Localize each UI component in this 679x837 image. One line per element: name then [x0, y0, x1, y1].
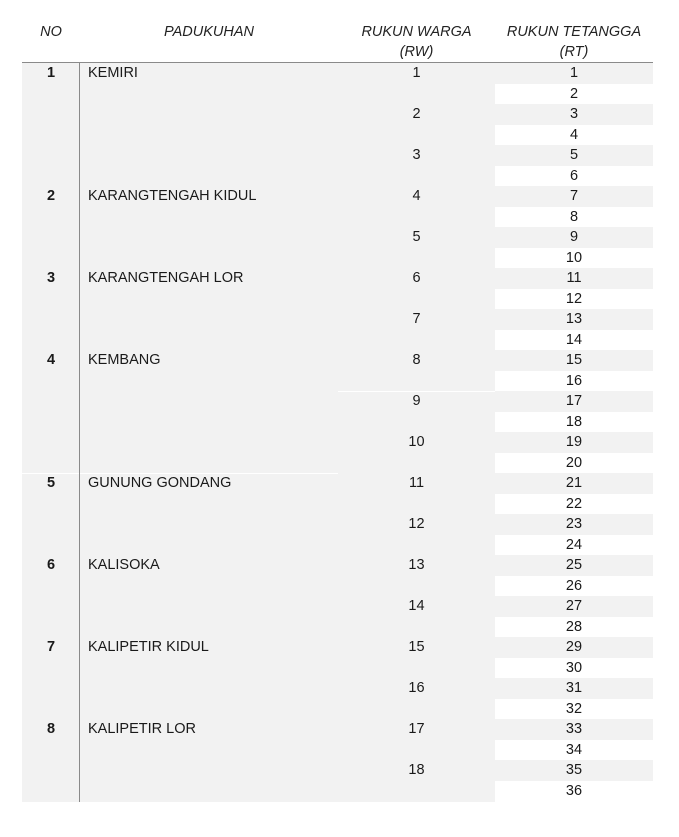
rw-cell: 4 — [412, 188, 421, 204]
rt-cell: 14 — [565, 331, 583, 348]
rt-cell: 32 — [565, 700, 583, 717]
rt-cell: 27 — [565, 598, 583, 614]
rt-cell: 16 — [565, 372, 583, 389]
padukuhan-no: 2 — [46, 188, 56, 204]
rt-cell: 22 — [565, 495, 583, 512]
padukuhan-no: 3 — [46, 270, 56, 286]
rt-cell: 23 — [565, 516, 583, 532]
rw-cell: 13 — [408, 557, 425, 573]
rw-cell: 6 — [412, 270, 421, 286]
rt-cell: 28 — [565, 618, 583, 635]
rw-cell: 18 — [408, 762, 425, 778]
padukuhan-no: 8 — [46, 721, 56, 737]
padukuhan-no: 1 — [46, 65, 56, 81]
padukuhan-name: KALISOKA — [88, 557, 160, 573]
header-rukun-tetangga — [495, 22, 653, 62]
header-rw-line1: RUKUN WARGA — [361, 24, 472, 40]
padukuhan-name: KALIPETIR LOR — [88, 721, 196, 737]
rw-cell: 9 — [412, 393, 421, 409]
rt-cell: 12 — [565, 290, 583, 307]
rw-cell: 14 — [408, 598, 425, 614]
rt-cell: 21 — [565, 475, 583, 491]
rt-cell: 1 — [569, 65, 579, 81]
header-rt-line2: (RT) — [559, 44, 589, 60]
rw-cell: 7 — [412, 311, 421, 327]
header-no: NO — [40, 24, 62, 40]
rw-cell: 3 — [412, 147, 421, 163]
header-rukun-warga — [338, 22, 495, 62]
rt-cell: 18 — [565, 413, 583, 430]
padukuhan-name: GUNUNG GONDANG — [88, 475, 232, 491]
rt-cell: 24 — [565, 536, 583, 553]
padukuhan-no: 7 — [46, 639, 56, 655]
rt-cell: 26 — [565, 577, 583, 594]
rw-cell: 11 — [408, 475, 425, 491]
padukuhan-no: 4 — [46, 352, 56, 368]
rw-cell: 12 — [408, 516, 425, 532]
padukuhan-name: KEMBANG — [88, 352, 161, 368]
shade-no-column — [22, 63, 79, 802]
rt-cell: 17 — [565, 393, 583, 409]
column-divider — [79, 63, 80, 802]
rt-cell: 2 — [569, 85, 579, 102]
rt-cell: 31 — [565, 680, 583, 696]
padukuhan-no: 5 — [46, 475, 56, 491]
rw-cell: 2 — [412, 106, 421, 122]
header-rw-line2: (RW) — [399, 44, 434, 60]
rt-cell: 34 — [565, 741, 583, 758]
padukuhan-name: KARANGTENGAH KIDUL — [88, 188, 257, 204]
rt-cell: 29 — [565, 639, 583, 655]
rw-cell: 17 — [408, 721, 425, 737]
rw-cell: 16 — [408, 680, 425, 696]
rt-cell: 25 — [565, 557, 583, 573]
padukuhan-name: KEMIRI — [88, 65, 138, 81]
rt-cell: 13 — [565, 311, 583, 327]
rt-cell: 9 — [569, 229, 579, 245]
rt-cell: 11 — [566, 270, 582, 286]
header-rt-line1: RUKUN TETANGGA — [506, 24, 642, 40]
rt-cell: 10 — [565, 249, 583, 266]
rt-cell: 15 — [565, 352, 583, 368]
rw-cell: 8 — [412, 352, 421, 368]
rt-cell: 6 — [569, 167, 579, 184]
padukuhan-name: KARANGTENGAH LOR — [88, 270, 244, 286]
rw-cell: 15 — [408, 639, 425, 655]
rt-cell: 36 — [565, 782, 583, 799]
rt-cell: 33 — [565, 721, 583, 737]
rt-cell: 8 — [569, 208, 579, 225]
rt-cell: 4 — [569, 126, 579, 143]
rt-cell: 5 — [569, 147, 579, 163]
rt-cell: 3 — [569, 106, 579, 122]
rt-cell: 19 — [565, 434, 583, 450]
rw-cell: 10 — [408, 434, 425, 450]
rt-cell: 7 — [569, 188, 579, 204]
padukuhan-name: KALIPETIR KIDUL — [88, 639, 209, 655]
rw-cell: 5 — [412, 229, 421, 245]
rt-cell: 20 — [565, 454, 583, 471]
padukuhan-no: 6 — [46, 557, 56, 573]
rt-cell: 30 — [565, 659, 583, 676]
header-padukuhan: PADUKUHAN — [164, 24, 254, 40]
rw-cell: 1 — [412, 65, 421, 81]
rt-cell: 35 — [565, 762, 583, 778]
